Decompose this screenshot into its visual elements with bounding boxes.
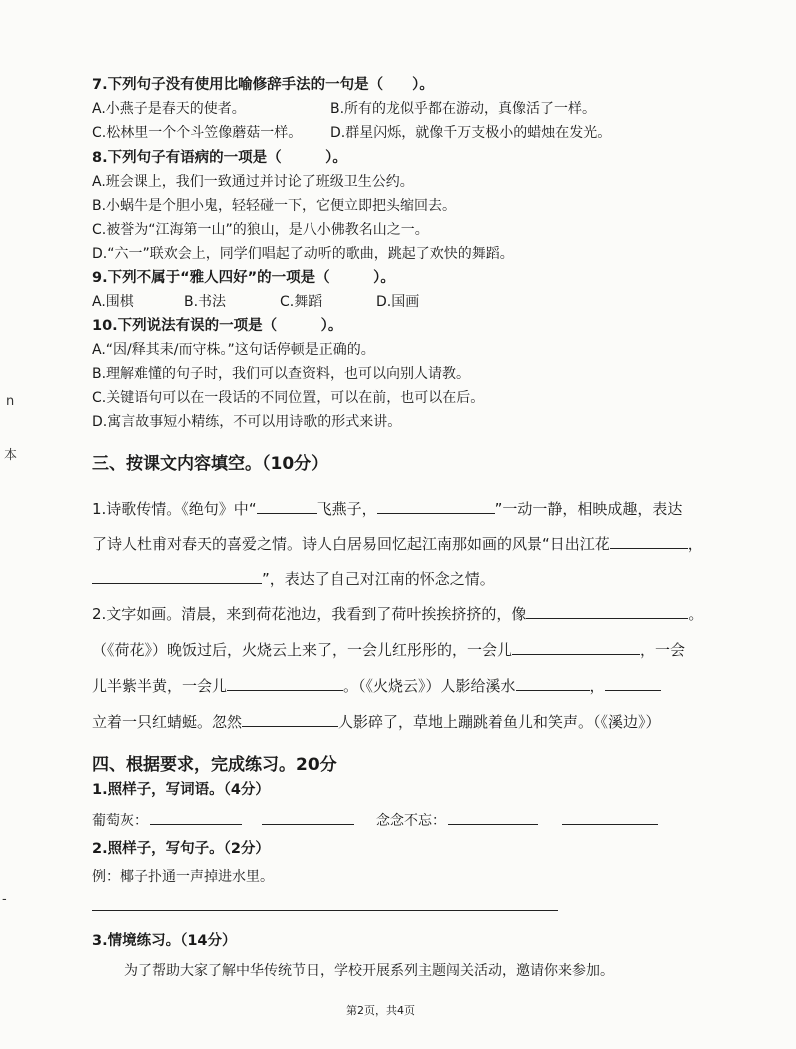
q9-option-a: A.围棋 — [92, 294, 134, 310]
section3-p2-line3: 儿半紫半黄，一会儿 。（《火烧云》）人影给溪水 ， — [92, 676, 661, 696]
margin-mark: n — [6, 394, 15, 409]
q7-option-b: B.所有的龙似乎都在游动，真像活了一样。 — [330, 101, 597, 117]
page-number: 第2页，共4页 — [346, 1004, 415, 1017]
section4-q3-title: 3.情境练习。（14分） — [92, 933, 237, 949]
answer-blank[interactable] — [610, 534, 688, 549]
q10-option-c: C.关键语句可以在一段话的不同位置，可以在前，也可以在后。 — [92, 390, 485, 406]
section3-p1-line1: 1.诗歌传情。《绝句》中“ 飞燕子， ”一动一静，相映成趣，表达 — [92, 500, 683, 518]
q7-option-c: C.松林里一个个斗笠像蘑菇一样。 — [92, 125, 303, 141]
q10-option-d: D.寓言故事短小精练，不可以用诗歌的形式来讲。 — [92, 414, 402, 430]
answer-blank[interactable] — [92, 569, 262, 584]
section4-q2-title: 2.照样子，写句子。（2分） — [92, 841, 270, 857]
section3-p2-line1: 2.文字如画。清晨，来到荷花池边，我看到了荷叶挨挨挤挤的，像 。 — [92, 605, 704, 623]
q10-stem: 10.下列说法有误的一项是（ ）。 — [92, 318, 343, 334]
answer-blank[interactable] — [242, 712, 338, 727]
q9-option-d: D.国画 — [376, 294, 420, 310]
q9-options — [92, 293, 419, 311]
section3-p1-line3: ”，表达了自己对江南的怀念之情。 — [92, 569, 495, 589]
section3-p2-line4: 立着一只红蜻蜓。忽然 人影碎了，草地上蹦跳着鱼儿和笑声。（《溪边》） — [92, 713, 661, 731]
answer-blank[interactable] — [516, 676, 590, 691]
section4-q1-row: 葡萄灰： 念念不忘： — [92, 810, 658, 830]
q9-option-b: B.书法 — [184, 294, 227, 310]
section4-q3-text: 为了帮助大家了解中华传统节日，学校开展系列主题闯关活动，邀请你来参加。 — [124, 963, 614, 979]
answer-blank[interactable] — [262, 810, 354, 825]
q7-option-a: A.小燕子是春天的使者。 — [92, 101, 246, 117]
answer-blank[interactable] — [562, 810, 658, 825]
q10-option-a: A.“因/释其耒/而守株。”这句话停顿是正确的。 — [92, 342, 375, 358]
q7-stem: 7.下列句子没有使用比喻修辞手法的一句是（ ）。 — [92, 77, 434, 93]
answer-blank[interactable] — [512, 640, 640, 655]
answer-blank[interactable] — [377, 499, 495, 514]
answer-line[interactable] — [92, 910, 558, 911]
q9-stem: 9.下列不属于“雅人四好”的一项是（ ）。 — [92, 270, 395, 286]
q8-option-d: D.“六一”联欢会上，同学们唱起了动听的歌曲，跳起了欢快的舞蹈。 — [92, 246, 514, 262]
section3-p1-line2: 了诗人杜甫对春天的喜爱之情。诗人白居易回忆起江南那如画的风景“日出江花 ， — [92, 535, 703, 553]
section4-q1-title: 1.照样子，写词语。（4分） — [92, 782, 270, 798]
margin-mark: - — [2, 892, 7, 907]
q10-option-b: B.理解难懂的句子时，我们可以查资料，也可以向别人请教。 — [92, 366, 471, 382]
answer-blank[interactable] — [150, 810, 242, 825]
section4-title: 四、根据要求，完成练习。20分 — [92, 755, 337, 775]
q8-option-c: C.被誉为“江海第一山”的狼山，是八小佛教名山之一。 — [92, 222, 429, 238]
answer-blank[interactable] — [526, 604, 688, 619]
answer-blank[interactable] — [257, 499, 317, 514]
q7-option-d: D.群星闪烁，就像千万支极小的蜡烛在发光。 — [330, 125, 612, 141]
q8-option-b: B.小蜗牛是个胆小鬼，轻轻碰一下，它便立即把头缩回去。 — [92, 198, 457, 214]
section4-q2-example: 例：椰子扑通一声掉进水里。 — [92, 869, 274, 885]
margin-mark: 本 — [4, 448, 18, 463]
q9-option-c: C.舞蹈 — [280, 294, 323, 310]
section3-p2-line2: （《荷花》）晚饭过后，火烧云上来了，一会儿红彤彤的，一会儿 ，一会 — [92, 641, 686, 659]
answer-blank[interactable] — [448, 810, 538, 825]
answer-blank[interactable] — [227, 676, 343, 691]
answer-blank[interactable] — [605, 676, 661, 691]
q8-stem: 8.下列句子有语病的一项是（ ）。 — [92, 150, 347, 166]
q8-option-a: A.班会课上，我们一致通过并讨论了班级卫生公约。 — [92, 174, 414, 190]
section3-title: 三、按课文内容填空。（10分） — [92, 454, 329, 474]
